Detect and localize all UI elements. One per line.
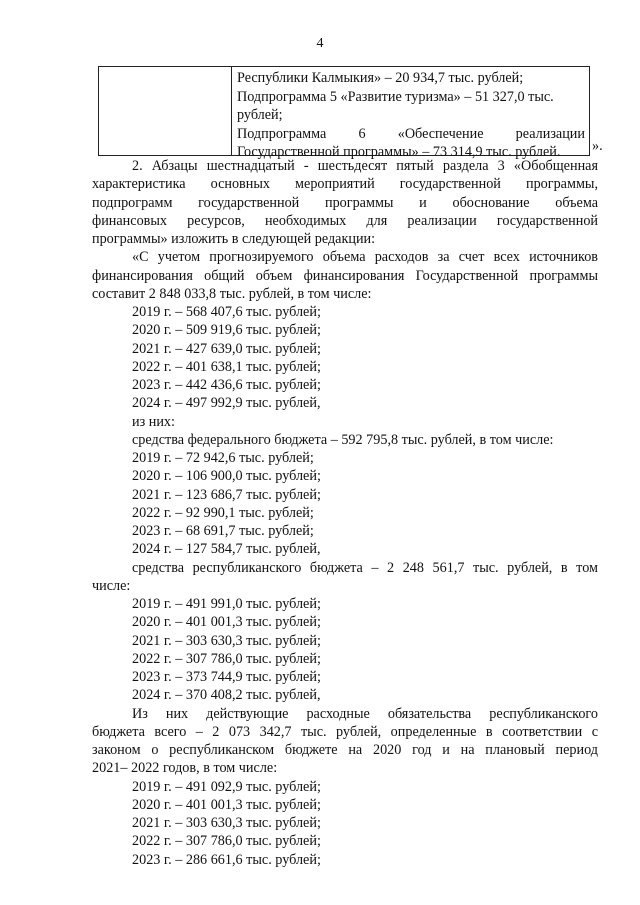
total-year-line: 2019 г. – 568 407,6 тыс. рублей; bbox=[132, 304, 321, 320]
document-body bbox=[92, 157, 598, 869]
total-year-line: 2024 г. – 497 992,9 тыс. рублей, bbox=[132, 395, 321, 412]
closing-quote: ». bbox=[592, 138, 603, 154]
table-line: Подпрограмма 5 «Развитие туризма» – 51 327,0 тыс. bbox=[237, 88, 554, 105]
amendment-line: программы» изложить в следующей редакции: bbox=[92, 231, 376, 247]
republic-year-line: 2024 г. – 370 408,2 тыс. рублей, bbox=[132, 687, 321, 704]
table-line: рублей; bbox=[237, 107, 283, 123]
republic-intro-line: числе: bbox=[92, 577, 131, 594]
obligations-year-line: 2020 г. – 401 001,3 тыс. рублей; bbox=[132, 796, 321, 813]
total-intro-line: «С учетом прогнозируемого объема расходов за счет всех источников bbox=[132, 249, 598, 266]
of-them-line: из них: bbox=[132, 413, 175, 430]
obligations-intro-line: бюджета всего – 2 073 342,7 тыс. рублей, определенные в соответствии с bbox=[92, 723, 598, 740]
obligations-year-line: 2023 г. – 286 661,6 тыс. рублей; bbox=[132, 851, 321, 868]
page-number: 4 bbox=[316, 36, 324, 51]
obligations-intro-line: законом о республиканском бюджете на 2020 год и на плановый период bbox=[92, 742, 598, 758]
amendment-line: подпрограмм государственной программы и обоснование объема bbox=[92, 194, 598, 211]
table-line: Подпрограмма 6 «Обеспечение реализации bbox=[237, 125, 585, 142]
total-year-line: 2021 г. – 427 639,0 тыс. рублей; bbox=[132, 340, 321, 357]
program-table bbox=[98, 66, 590, 160]
federal-year-line: 2022 г. – 92 990,1 тыс. рублей; bbox=[132, 504, 314, 521]
table-empty-cell bbox=[99, 67, 232, 155]
republic-year-line: 2023 г. – 373 744,9 тыс. рублей; bbox=[132, 669, 321, 685]
federal-intro-line: средства федерального бюджета – 592 795,8 тыс. рублей, в том числе: bbox=[132, 431, 554, 448]
republic-year-line: 2020 г. – 401 001,3 тыс. рублей; bbox=[132, 614, 321, 631]
federal-year-line: 2020 г. – 106 900,0 тыс. рублей; bbox=[132, 468, 321, 485]
republic-year-line: 2022 г. – 307 786,0 тыс. рублей; bbox=[132, 650, 321, 667]
total-intro-line: финансирования общий объем финансирования Государственной программы bbox=[92, 267, 598, 284]
obligations-year-line: 2019 г. – 491 092,9 тыс. рублей; bbox=[132, 778, 321, 795]
total-intro-line: составит 2 848 033,8 тыс. рублей, в том числе: bbox=[92, 285, 372, 302]
republic-intro-line: средства республиканского бюджета – 2 248 561,7 тыс. рублей, в том bbox=[132, 559, 598, 576]
federal-year-line: 2019 г. – 72 942,6 тыс. рублей; bbox=[132, 450, 314, 466]
table-line: Государственной программы» – 73 314,9 тыс. рублей. bbox=[237, 144, 561, 160]
table-text-cell bbox=[237, 69, 585, 162]
federal-year-line: 2024 г. – 127 584,7 тыс. рублей, bbox=[132, 541, 321, 558]
obligations-intro-line: Из них действующие расходные обязательства республиканского bbox=[132, 705, 598, 722]
republic-year-line: 2019 г. – 491 991,0 тыс. рублей; bbox=[132, 596, 321, 612]
amendment-line: финансовых ресурсов, необходимых для реализации государственной bbox=[92, 212, 598, 229]
obligations-intro-line: 2021– 2022 годов, в том числе: bbox=[92, 760, 278, 777]
total-year-line: 2022 г. – 401 638,1 тыс. рублей; bbox=[132, 358, 321, 375]
total-year-line: 2023 г. – 442 436,6 тыс. рублей; bbox=[132, 377, 321, 393]
amendment-line: характеристика основных мероприятий государственной программы, bbox=[92, 176, 598, 193]
amendment-line: 2. Абзацы шестнадцатый - шестьдесят пятый раздела 3 «Обобщенная bbox=[132, 158, 598, 174]
federal-year-line: 2023 г. – 68 691,7 тыс. рублей; bbox=[132, 523, 314, 539]
republic-year-line: 2021 г. – 303 630,3 тыс. рублей; bbox=[132, 632, 321, 649]
total-year-line: 2020 г. – 509 919,6 тыс. рублей; bbox=[132, 322, 321, 339]
table-line: Республики Калмыкия» – 20 934,7 тыс. рублей; bbox=[237, 70, 524, 86]
federal-year-line: 2021 г. – 123 686,7 тыс. рублей; bbox=[132, 486, 321, 503]
obligations-year-line: 2021 г. – 303 630,3 тыс. рублей; bbox=[132, 815, 321, 831]
obligations-year-line: 2022 г. – 307 786,0 тыс. рублей; bbox=[132, 833, 321, 850]
